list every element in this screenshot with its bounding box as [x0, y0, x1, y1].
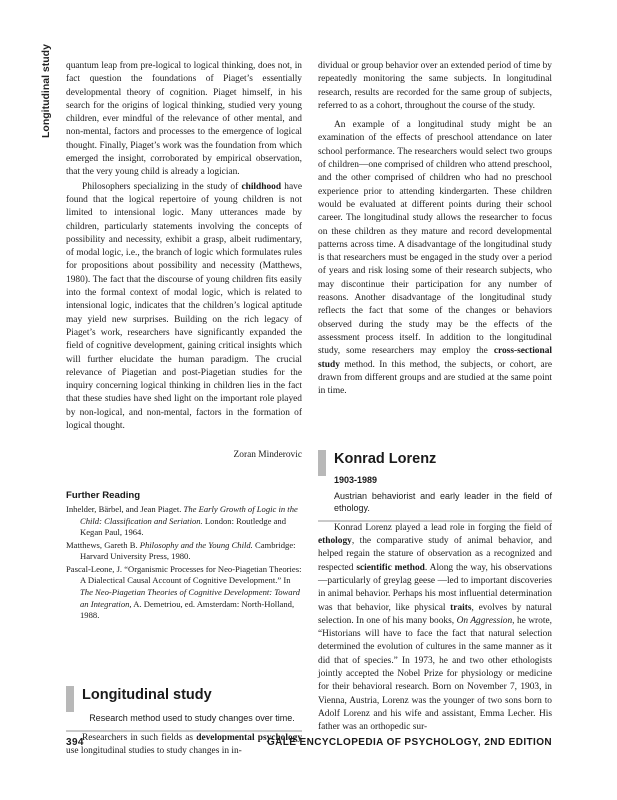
- entry-title: Konrad Lorenz: [334, 451, 437, 468]
- text-run: Researchers in such fields as: [82, 732, 197, 743]
- text-run: use longitudinal studies to study changes in in-: [66, 746, 242, 757]
- text-run: he wrote, “Historians will have to face the fact that natural selection determined the evolution of cultures in the same manner as it did that of species.” In 1973, he and two other ethologists jointly accepted the Nobel Prize for physiology or medicine for their behavioral research. Born on November 7, 1903, in Vienna, Austria, Lorenz was the younger of two sons born to Adolf Lorenz and his wife and assistant, Emma Lecher. His father was an orthopedic sur-: [318, 615, 552, 733]
- text-run: Konrad Lorenz played a lead role in forging the field of: [334, 522, 552, 533]
- ref-text: London: Routledge and Kegan Paul, 1964.: [80, 515, 287, 538]
- ref-text: Cambridge: Harvard University Press, 1980.: [80, 539, 296, 562]
- term-traits: traits: [450, 602, 472, 613]
- side-tab-label: Longitudinal study: [40, 44, 52, 138]
- entry-header-lorenz: [318, 448, 552, 521]
- term-cross-sectional-study: cross-sectional study: [318, 346, 552, 370]
- author-signature: Zoran Minderovic: [233, 450, 302, 461]
- left-paragraph-2: [66, 181, 302, 434]
- entry-description: Research method used to study changes over time.: [89, 712, 295, 723]
- further-reading-heading: Further Reading: [66, 489, 141, 501]
- text-run: , the comparative study of animal behavior, and helped regain the stature of observation as a recognized and respected: [318, 536, 552, 573]
- left-paragraph-1: quantum leap from pre-logical to logical thinking, does not, in fact question the foundations of Piaget’s essentially developmental theory of cognition. Piaget himself, in his search for the origins of logical thinking, studied very young children, ever mindful of the relevance of other mental, and non-mental, factors and processes to the emergence of logical thought. Finally, Piaget’s work was the foundation from which emerged the insight, corroborated by empirical observation, that the very young child is already a logician.: [66, 61, 302, 178]
- reference-item: [66, 540, 302, 563]
- entry-header-longitudinal: [66, 684, 302, 732]
- entry-dates: 1903-1989: [334, 475, 378, 486]
- right-column: [318, 60, 552, 734]
- right-paragraph-2: [318, 119, 552, 398]
- term-scientific-method: scientific method: [356, 562, 425, 573]
- side-tab: [38, 44, 56, 140]
- entry-marker-bar: [66, 686, 74, 712]
- ref-title: Philosophy and the Young Child.: [139, 539, 253, 550]
- term-childhood: childhood: [241, 181, 282, 192]
- right-paragraph-3: [318, 522, 552, 735]
- book-title: On Aggression,: [456, 615, 515, 626]
- ref-text: Inhelder, Bärbel, and Jean Piaget.: [66, 503, 184, 514]
- ref-text: A. Demetriou, ed. Amsterdam: North-Holland, 1988.: [80, 598, 295, 621]
- text-run: method. In this method, the subjects, or cohort, are drawn from different groups and are studied at the same point in time.: [318, 359, 552, 397]
- reference-item: [66, 504, 302, 539]
- text-run: Philosophers specializing in the study of: [82, 181, 242, 192]
- page-number: 394: [66, 737, 84, 748]
- book-title-footer: GALE ENCYCLOPEDIA OF PSYCHOLOGY, 2ND EDITION: [266, 737, 552, 748]
- right-paragraph-1: dividual or group behavior over an extended period of time by repeatedly monitoring the same subjects. In longitudinal research, results are recorded for the same group of subjects, referred to as a cohort, throughout the course of the study.: [318, 61, 552, 111]
- text-run: have found that the logical repertoire of young children is not limited to intensional logic. Many utterances made by children, particularly statements involving the concepts of possibility and necessity, exhibit a grasp, albeit rudimentary, of modal logic, i.e., the branch of logic which formulates rules for propositions about possibility and necessity (Matthews, 1980). The fact that the discourse of young children fits easily into the formal context of modal logic, which is related to intensional logic, indicates that the children’s logical aptitude may yield new surprises. Building on the rich legacy of Piaget’s work, researchers have significantly expanded the field of cognitive development, gaining critical insights which will further elucidate the human paradigm. The crucial relevance of Piagetian and post-Piagetian studies for the inquiry concerning logical thinking in children lies in the fact that these studies have shed light on the important role played by non-logical, and non-mental, factors in the formation of logical thought.: [66, 181, 302, 432]
- ref-title: The Early Growth of Logic in the Child: Classification and Seriation.: [80, 503, 298, 526]
- ref-title: The Neo-Piagetian Theories of Cognitive Development: Toward an Integration,: [80, 587, 300, 609]
- ref-text: Pascal-Leone, J. “Organismic Processes for Neo-Piagetian Theories: A Dialectical Causal Account of Cognitive Development.” In: [66, 563, 302, 586]
- ref-text: Matthews, Gareth B.: [66, 539, 140, 550]
- text-run: , evolves by natural selection. In one of his many books,: [318, 602, 552, 626]
- term-ethology: ethology: [318, 536, 352, 547]
- entry-title: Longitudinal study: [82, 686, 212, 703]
- left-column: [66, 60, 302, 758]
- reference-item: [66, 564, 302, 622]
- text-run: An example of a longitudinal study might be an examination of the effects of preschool attendance on later school performance. The researchers would select two groups of children—one comprised of children who attend preschool, and the other comprised of children who had no preschool experience prior to attending kindergarten. These children would be evaluated at different points during their school career. The longitudinal study allows the researcher to focus on these children as they mature and record developmental patterns across time. A disadvantage of the longitudinal study is that researchers must be engaged in the study over a period of years and risk losing some of their research subjects, who may discontinue their participation for any number of reasons. Another disadvantage of the longitudinal study reflects the fact that some of the changes or behaviors observed during the study may be the effects of the assessment process itself. In addition to the longitudinal study, some researchers may employ the: [318, 120, 552, 357]
- term-developmental-psychology: developmental psychology: [196, 732, 303, 743]
- text-run: . Along the way, his observations—particularly of greylag geese —led to important discoveries in animal behavior. Perhaps his most influential determination was that behavior, like physical: [318, 562, 552, 613]
- entry-description: Austrian behaviorist and early leader in the field of ethology.: [334, 490, 552, 513]
- entry-marker-bar: [318, 450, 326, 476]
